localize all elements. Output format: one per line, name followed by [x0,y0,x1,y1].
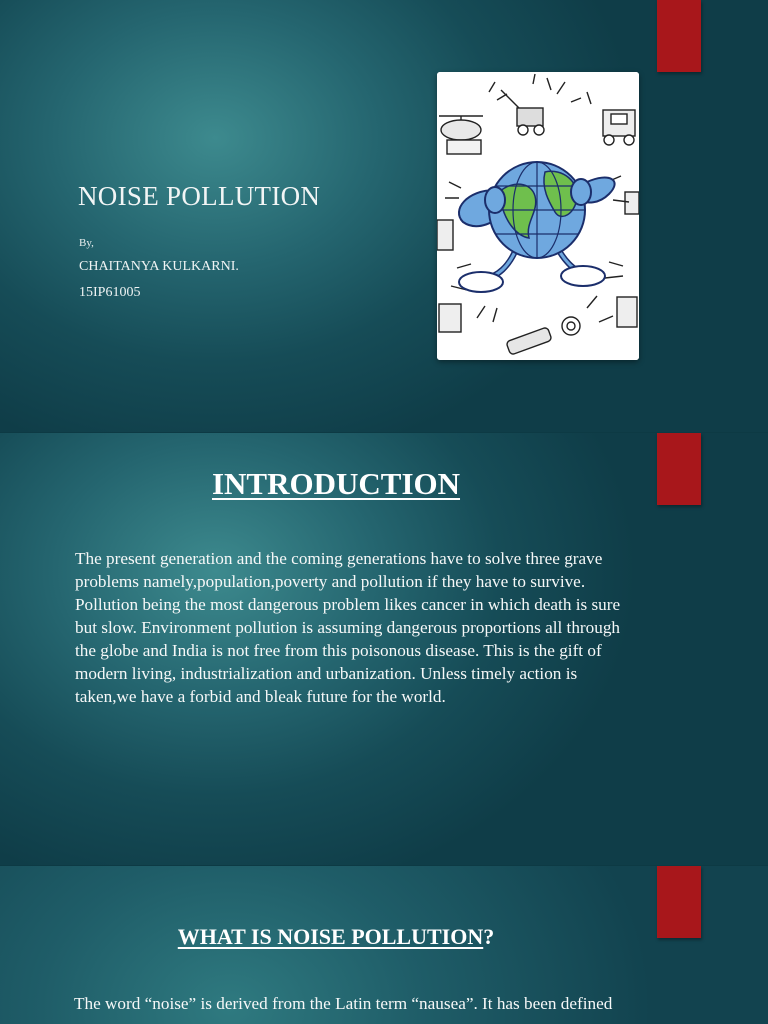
presentation-title: NOISE POLLUTION [78,181,321,211]
definition-paragraph: The word “noise” is derived from the Latin term “nausea”. It has been defined [74,994,613,1013]
globe-covering-ears-icon [437,72,639,360]
roll-number: 15IP61005 [79,285,141,300]
noise-illustration [437,72,639,360]
title-slide [0,0,768,432]
author-name: CHAITANYA KULKARNI. [79,259,239,274]
by-label: By, [79,237,94,249]
definition-heading-question-mark: ? [483,924,495,949]
definition-heading-text: WHAT IS NOISE POLLUTION [177,924,484,949]
definition-heading [0,924,672,950]
introduction-heading: INTRODUCTION [211,466,461,501]
introduction-paragraph: The present generation and the coming generations have to solve three grave problems namely,population,poverty and pollution if they have to survive. Pollution being the most dangerous problem likes cancer in which death is sure but slow. Environment pollution is assuming dangerous proportions all through the globe and India is not free from this poisonous disease. This is the gift of modern living, industrialization and urbanization. Unless timely action is taken,we have a forbid and bleak future for the world. [75,549,621,706]
red-accent-tab [657,0,701,72]
